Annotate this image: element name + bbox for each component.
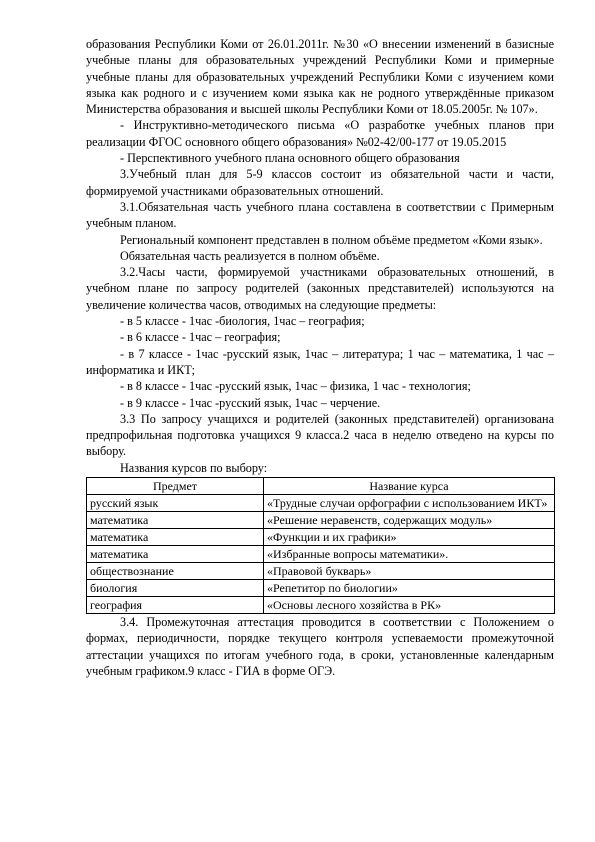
course-cell: «Правовой букварь» xyxy=(264,563,555,580)
paragraph: Региональный компонент представлен в полном объёме предметом «Коми язык». xyxy=(120,232,543,247)
subject-cell: биология xyxy=(87,580,264,597)
paragraph: - в 5 классе - 1час -биология, 1час – география; xyxy=(120,314,365,329)
table-row xyxy=(87,495,555,512)
paragraph: образования Республики Коми от 26.01.2011г. №30 «О внесении изменений в базисные учебные планы для образовательных учреждений Республики Коми и примерные учебные планы для образовательных учреждений Республики Коми с изучением коми языка как родного и с изучением коми языка как не родного утверждённые приказом Министерства образования и высшей школы Республики Коми от 18.05.2005г. № 107». xyxy=(86,37,554,117)
course-cell: «Трудные случаи орфографии с использованием ИКТ» xyxy=(264,495,555,512)
table-row xyxy=(87,580,555,597)
courses-table xyxy=(86,477,555,614)
subject-cell: русский язык xyxy=(87,495,264,512)
table-row xyxy=(87,546,555,563)
paragraph: - в 8 классе - 1час -русский язык, 1час – физика, 1 час - технология; xyxy=(120,379,471,394)
header-course: Название курса xyxy=(264,478,555,495)
course-cell: «Основы лесного хозяйства в РК» xyxy=(264,597,555,614)
subject-cell: математика xyxy=(87,546,264,563)
course-cell: «Репетитор по биологии» xyxy=(264,580,555,597)
header-subject: Предмет xyxy=(87,478,264,495)
course-cell: «Решение неравенств, содержащих модуль» xyxy=(264,512,555,529)
table-header-row xyxy=(87,478,555,495)
document-page xyxy=(86,36,554,679)
paragraph: - Перспективного учебного плана основного общего образования xyxy=(120,151,460,166)
course-cell: «Избранные вопросы математики». xyxy=(264,546,555,563)
subject-cell: математика xyxy=(87,512,264,529)
table-row xyxy=(87,529,555,546)
paragraph: 3.2.Часы части, формируемой участниками образовательных отношений, в учебном плане по запросу родителей (законных представителей) используются на увеличение количества часов, отводимых на следующие предметы: xyxy=(86,265,554,312)
subject-cell: обществознание xyxy=(87,563,264,580)
table-row xyxy=(87,563,555,580)
paragraph: 3.Учебный план для 5-9 классов состоит из обязательной части и части, формируемой участниками образовательных отношений. xyxy=(86,167,554,198)
table-caption: Названия курсов по выбору: xyxy=(120,460,268,475)
paragraph: 3.1.Обязательная часть учебного плана составлена в соответствии с Примерным учебным планом. xyxy=(86,199,554,231)
document-body xyxy=(86,36,554,460)
paragraph: - в 9 классе - 1час -русский язык, 1час – черчение. xyxy=(120,395,381,410)
paragraph: - в 6 классе - 1час – география; xyxy=(120,330,281,345)
paragraph: - в 7 классе - 1час -русский язык, 1час – литература; 1 час – математика, 1 час – информатика и ИКТ; xyxy=(86,346,554,377)
subject-cell: география xyxy=(87,597,264,614)
course-cell: «Функции и их графики» xyxy=(264,529,555,546)
table-row xyxy=(87,512,555,529)
paragraph: Обязательная часть реализуется в полном объёме. xyxy=(120,248,380,263)
subject-cell: математика xyxy=(87,529,264,546)
paragraph: - Инструктивно-методического письма «О разработке учебных планов при реализации ФГОС основного общего образования» №02-42/00-177 от 19.05.2015 xyxy=(86,118,554,149)
paragraph: 3.3 По запросу учащихся и родителей (законных представителей) организована предпрофильная подготовка учащихся 9 класса.2 часа в неделю отведено на курсы по выбору. xyxy=(86,411,554,459)
final-paragraph: 3.4. Промежуточная аттестация проводится в соответствии с Положением о формах, периодичности, порядке текущего контроля успеваемости промежуточной аттестации учащихся по итогам учебного года, в сроки, установленные календарным учебным графиком.9 класс - ГИА в форме ОГЭ. xyxy=(86,615,554,678)
table-row xyxy=(87,597,555,614)
